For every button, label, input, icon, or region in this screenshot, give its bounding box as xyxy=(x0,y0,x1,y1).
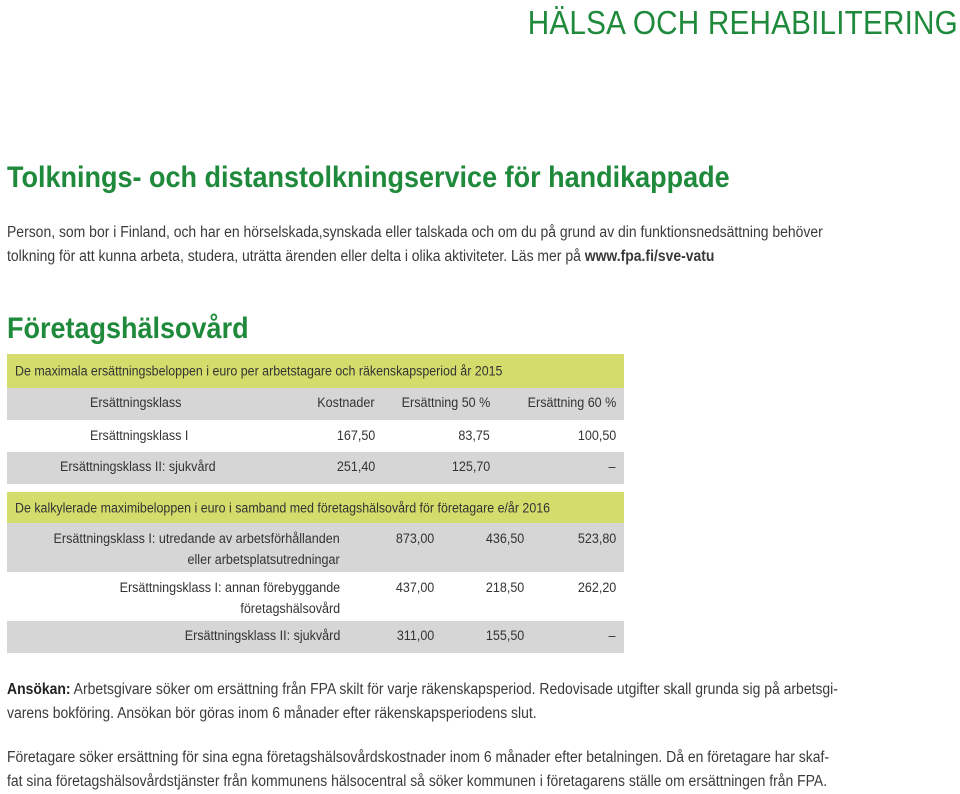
foretagare-line-1: Företagare söker ersättning för sina egna företagshälsovårdskostnader inom 6 månader efter betalningen. Då en företagare har skaf- xyxy=(7,749,829,766)
col-header-60: Ersättning 60 % xyxy=(527,395,616,410)
row-costs: 251,40 xyxy=(336,459,375,474)
row-60: 523,80 xyxy=(577,531,616,546)
table2-caption xyxy=(7,492,624,523)
tolkning-line-1: Person, som bor i Finland, och har en hörselskada,synskada eller talskada och om du på grund av din funktionsnedsättning behöver xyxy=(7,224,823,241)
ansokan-paragraph xyxy=(7,678,948,726)
row-60: – xyxy=(609,628,616,643)
row-50: 155,50 xyxy=(485,628,524,643)
table-row xyxy=(7,572,624,621)
col-header-50: Ersättning 50 % xyxy=(401,395,490,410)
row-50: 83,75 xyxy=(458,428,490,443)
row-label-line-2: företagshälsovård xyxy=(240,601,340,616)
foretagare-line-2: fat sina företagshälsovårdstjänster från kommunens hälsocentral så söker kommunen i företagarens ställe om ersättningen från FPA. xyxy=(7,773,828,790)
row-50: 218,50 xyxy=(485,580,524,595)
row-costs: 167,50 xyxy=(336,428,375,443)
col-header-costs: Kostnader xyxy=(317,395,375,410)
row-costs: 311,00 xyxy=(396,628,434,643)
ansokan-line-2: varens bokföring. Ansökan bör göras inom 6 månader efter räkenskapsperiodens slut. xyxy=(7,705,537,722)
table1-caption xyxy=(7,354,624,388)
fpa-link[interactable]: www.fpa.fi/sve-vatu xyxy=(584,248,715,265)
row-50: 436,50 xyxy=(485,531,524,546)
tolkning-heading: Tolknings- och distanstolkningservice för handikappade xyxy=(7,161,730,194)
row-label-line-1: Ersättningsklass I: utredande av arbetsförhållanden xyxy=(53,531,340,546)
row-label-line-1: Ersättningsklass I: annan förebyggande xyxy=(119,580,340,595)
row-costs: 437,00 xyxy=(395,580,434,595)
foretagshalsovard-heading: Företagshälsovård xyxy=(7,312,249,345)
row-costs: 873,00 xyxy=(395,531,434,546)
table-row xyxy=(7,523,624,572)
col-header-class: Ersättningsklass xyxy=(90,395,182,410)
row-label: Ersättningsklass II: sjukvård xyxy=(60,459,216,474)
table2-caption-text: De kalkylerade maximibeloppen i euro i samband med företagshälsovård för företagare e/år 2016 xyxy=(15,500,551,515)
row-label xyxy=(119,577,340,619)
ansokan-line-1 xyxy=(7,678,948,702)
ansokan-line-1-text: Arbetsgivare söker om ersättning från FPA skilt för varje räkenskapsperiod. Redovisade utgifter skall grunda sig på arbetsgi- xyxy=(70,681,838,698)
section-title: HÄLSA OCH REHABILITERING xyxy=(527,4,958,41)
row-50: 125,70 xyxy=(451,459,490,474)
table-row xyxy=(7,420,624,452)
row-label-line-2: eller arbetsplatsutredningar xyxy=(187,552,340,567)
row-60: – xyxy=(609,459,616,474)
table-row xyxy=(7,621,624,653)
row-60: 100,50 xyxy=(577,428,616,443)
row-label: Ersättningsklass II: sjukvård xyxy=(184,628,340,643)
tolkning-text xyxy=(7,221,943,269)
foretagare-paragraph xyxy=(7,746,948,794)
tolkning-line-2 xyxy=(7,245,943,269)
row-label xyxy=(54,528,340,570)
table1-header-row xyxy=(7,388,624,420)
tolkning-line-2-text: tolkning för att kunna arbeta, studera, uträtta ärenden eller delta i olika aktiviteter. Läs mer på xyxy=(7,248,585,265)
table-row xyxy=(7,452,624,484)
ansokan-label: Ansökan: xyxy=(7,681,71,698)
row-label: Ersättningsklass I xyxy=(90,428,189,443)
row-60: 262,20 xyxy=(577,580,616,595)
table1-caption-text: De maximala ersättningsbeloppen i euro per arbetstagare och räkenskapsperiod år 2015 xyxy=(15,363,503,379)
